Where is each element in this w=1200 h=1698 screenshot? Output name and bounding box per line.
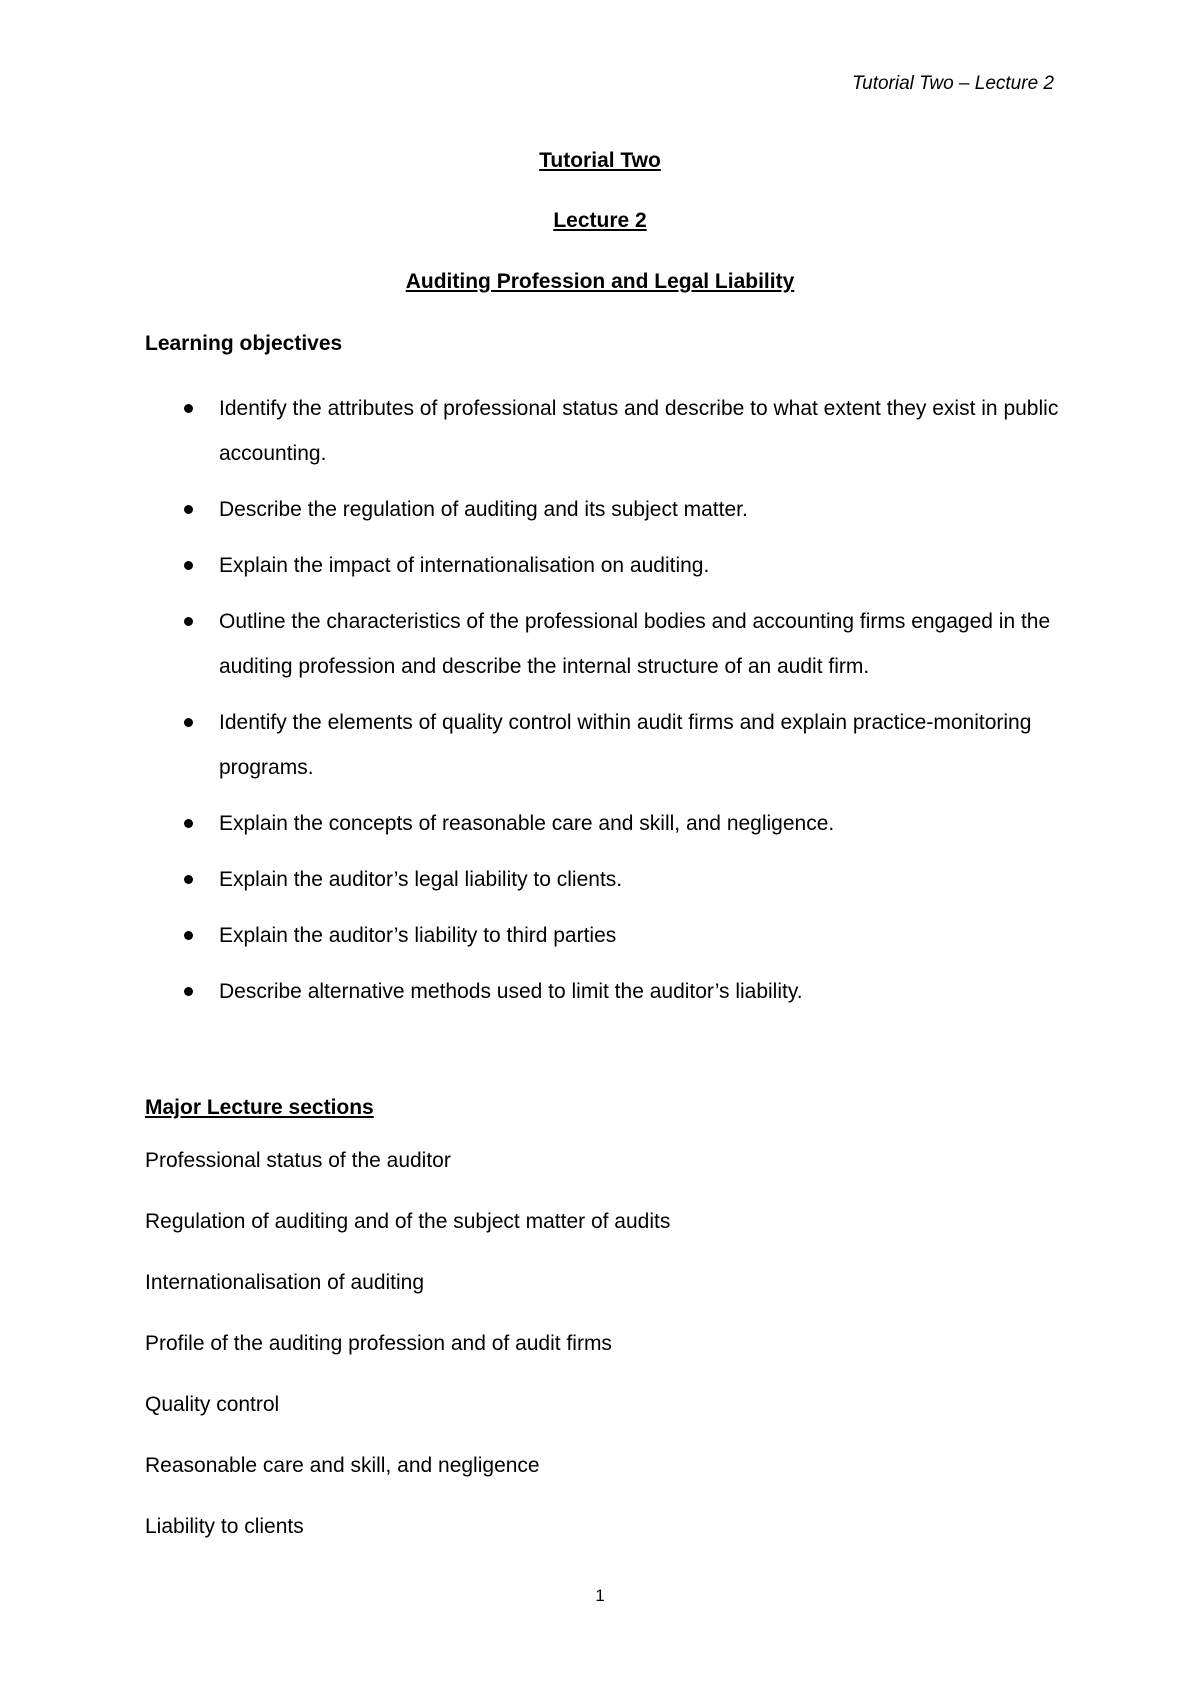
objective-text: Describe alternative methods used to limit the auditor’s liability. <box>219 980 803 1003</box>
list-item: Liability to clients <box>145 1515 304 1538</box>
learning-objectives-heading: Learning objectives <box>145 332 343 355</box>
objective-text: Explain the auditor’s legal liability to clients. <box>219 868 623 891</box>
objective-item <box>145 801 1065 846</box>
objective-text: Identify the attributes of professional status and describe to what extent they exist in public accounting. <box>219 397 1059 465</box>
objective-text: Describe the regulation of auditing and its subject matter. <box>219 498 748 521</box>
objective-item <box>145 386 1065 476</box>
objective-text: Explain the concepts of reasonable care and skill, and negligence. <box>219 812 835 835</box>
list-item: Internationalisation of auditing <box>145 1271 425 1294</box>
topic-title: Auditing Profession and Legal Liability <box>405 270 795 293</box>
list-item: Profile of the auditing profession and of audit firms <box>145 1332 612 1355</box>
major-sections-list <box>145 1150 670 1577</box>
objective-item <box>145 857 1065 902</box>
objective-text: Explain the impact of internationalisation on auditing. <box>219 554 710 577</box>
objective-text: Outline the characteristics of the professional bodies and accounting firms engaged in the auditing profession and describe the internal structure of an audit firm. <box>219 610 1051 678</box>
bullet-icon <box>184 819 193 828</box>
list-item: Reasonable care and skill, and negligence <box>145 1454 540 1477</box>
objective-item <box>145 700 1065 790</box>
objective-item <box>145 969 1065 1014</box>
bullet-icon <box>184 404 193 413</box>
lecture-title: Lecture 2 <box>553 209 647 232</box>
bullet-icon <box>184 505 193 514</box>
objective-text: Explain the auditor’s liability to third parties <box>219 924 617 947</box>
bullet-icon <box>184 875 193 884</box>
list-item: Quality control <box>145 1393 280 1416</box>
running-header: Tutorial Two – Lecture 2 <box>851 73 1054 94</box>
tutorial-title: Tutorial Two <box>539 149 661 172</box>
learning-objectives-list <box>145 386 1065 1025</box>
objective-item <box>145 487 1065 532</box>
major-sections-heading: Major Lecture sections <box>145 1096 374 1119</box>
bullet-icon <box>184 617 193 626</box>
list-item: Professional status of the auditor <box>145 1149 451 1172</box>
objective-item <box>145 599 1065 689</box>
page-number: 1 <box>595 1586 605 1605</box>
bullet-icon <box>184 561 193 570</box>
bullet-icon <box>184 718 193 727</box>
objective-item <box>145 543 1065 588</box>
bullet-icon <box>184 931 193 940</box>
objective-text: Identify the elements of quality control within audit firms and explain practice-monitoring programs. <box>219 711 1032 779</box>
objective-item <box>145 913 1065 958</box>
bullet-icon <box>184 987 193 996</box>
list-item: Regulation of auditing and of the subject matter of audits <box>145 1210 671 1233</box>
